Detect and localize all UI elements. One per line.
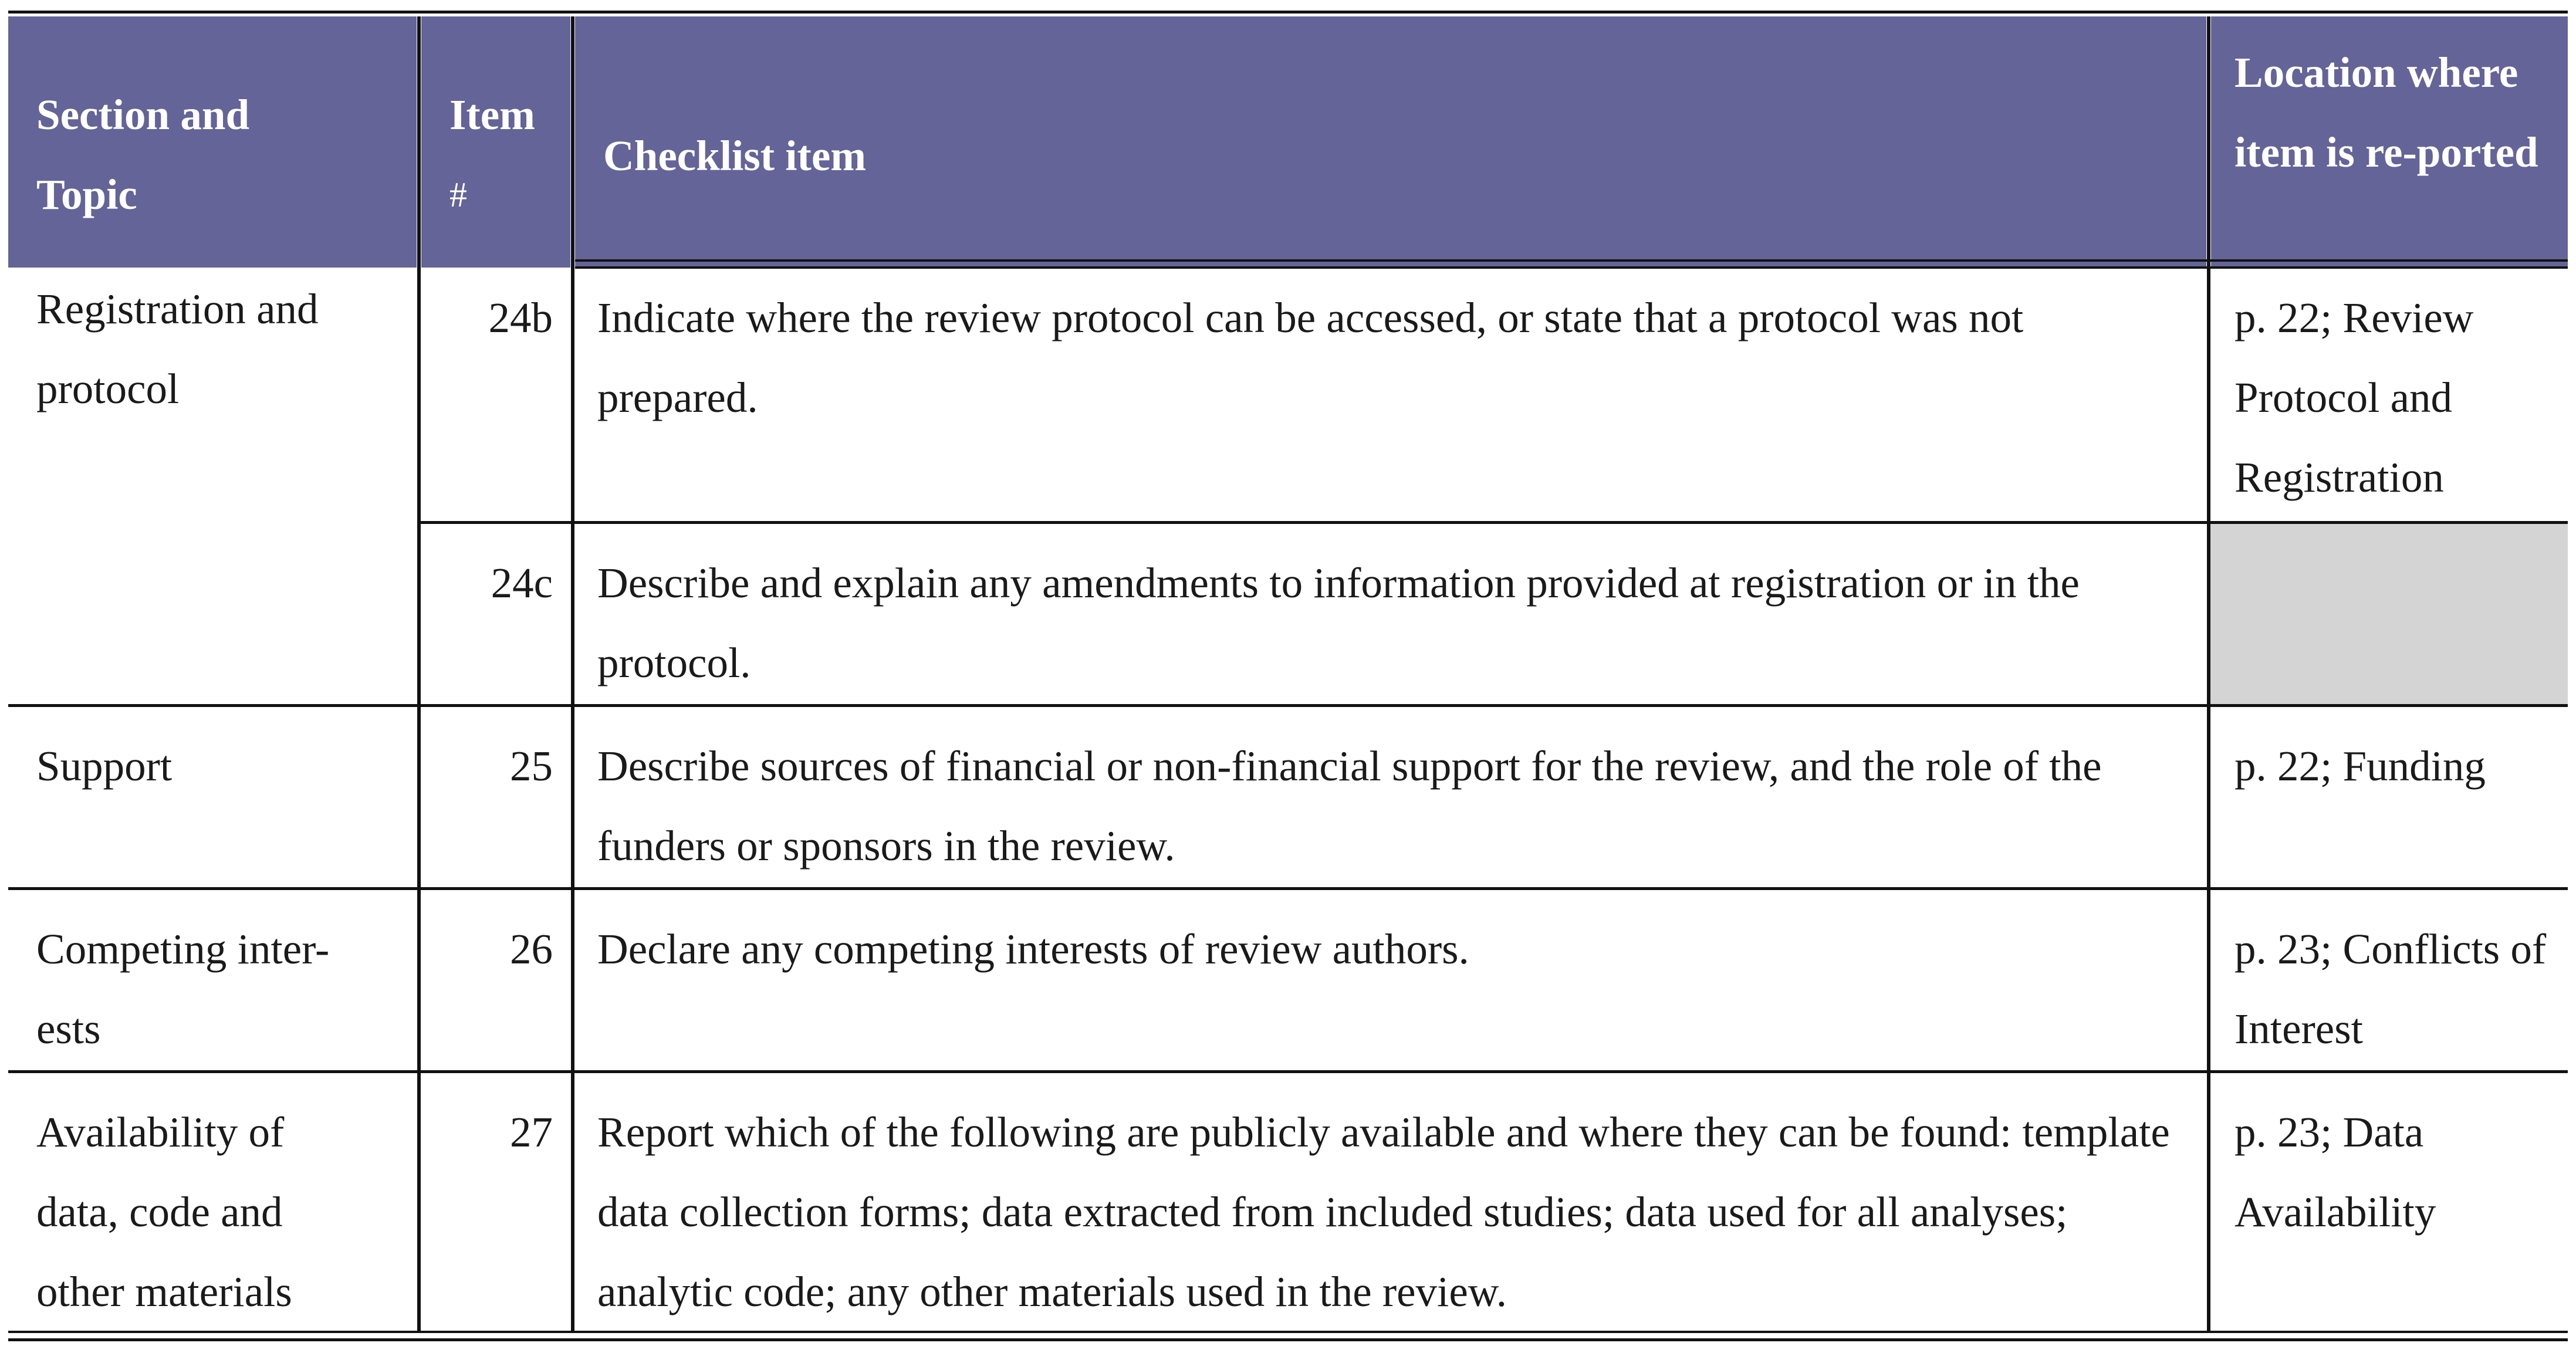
item-number-26: 26	[510, 925, 553, 973]
checklist-text-24c: Describe and explain any amendments to information provided at registration or in the protocol.	[597, 559, 2080, 686]
item-number-24c: 24c	[491, 559, 553, 607]
table-bottom-rule-2	[8, 1338, 2568, 1341]
header-item-label: Item	[449, 91, 535, 138]
empty-location-cell	[2210, 524, 2568, 704]
item-number-25: 25	[510, 742, 553, 790]
checklist-text-26: Declare any competing interests of review authors.	[597, 925, 1469, 973]
row-rule-25	[8, 704, 2568, 707]
location-26: p. 23; Conflicts of Interest	[2234, 925, 2547, 1053]
header-rule-2	[575, 266, 2568, 269]
row-rule-27	[8, 1070, 2568, 1073]
section-registration-protocol: Registration and protocol	[36, 285, 319, 412]
section-competing-interests: Competing inter-ests	[36, 925, 330, 1053]
table-top-rule	[8, 11, 2568, 13]
col-divider-1	[417, 16, 421, 1333]
item-number-27: 27	[510, 1108, 553, 1156]
location-27: p. 23; Data Availability	[2234, 1108, 2436, 1236]
header-section-topic-label: Section and Topic	[36, 91, 250, 218]
header-section-topic	[8, 16, 417, 268]
header-checklist-item	[575, 16, 2206, 268]
col-divider-2	[571, 16, 574, 1333]
header-rule-1	[575, 259, 2568, 262]
item-number-24b: 24b	[488, 294, 553, 341]
header-checklist-item-label: Checklist item	[603, 132, 867, 180]
header-location-label: Location where item is re-ported	[2234, 49, 2538, 176]
checklist-table	[8, 8, 2568, 1341]
checklist-text-25: Describe sources of financial or non-financial support for the review, and the role of the funders or sponsors in the review.	[597, 742, 2102, 870]
checklist-text-24b: Indicate where the review protocol can be accessed, or state that a protocol was not prepared.	[597, 294, 2024, 421]
location-25: p. 22; Funding	[2234, 742, 2486, 790]
header-item-hash: #	[449, 175, 467, 214]
row-rule-26	[8, 887, 2568, 890]
checklist-text-27: Report which of the following are publicly available and where they can be found: template data collection forms; data extracted from included studies; data used for all analyses; analytic code; any other materials used in the review.	[597, 1108, 2170, 1315]
location-24b: p. 22; Review Protocol and Registration	[2234, 294, 2474, 501]
header-location	[2211, 16, 2568, 268]
section-availability: Availability of data, code and other materials	[36, 1108, 292, 1315]
header-item-number	[421, 16, 570, 268]
section-support: Support	[36, 742, 173, 790]
table-bottom-rule-1	[8, 1331, 2568, 1333]
